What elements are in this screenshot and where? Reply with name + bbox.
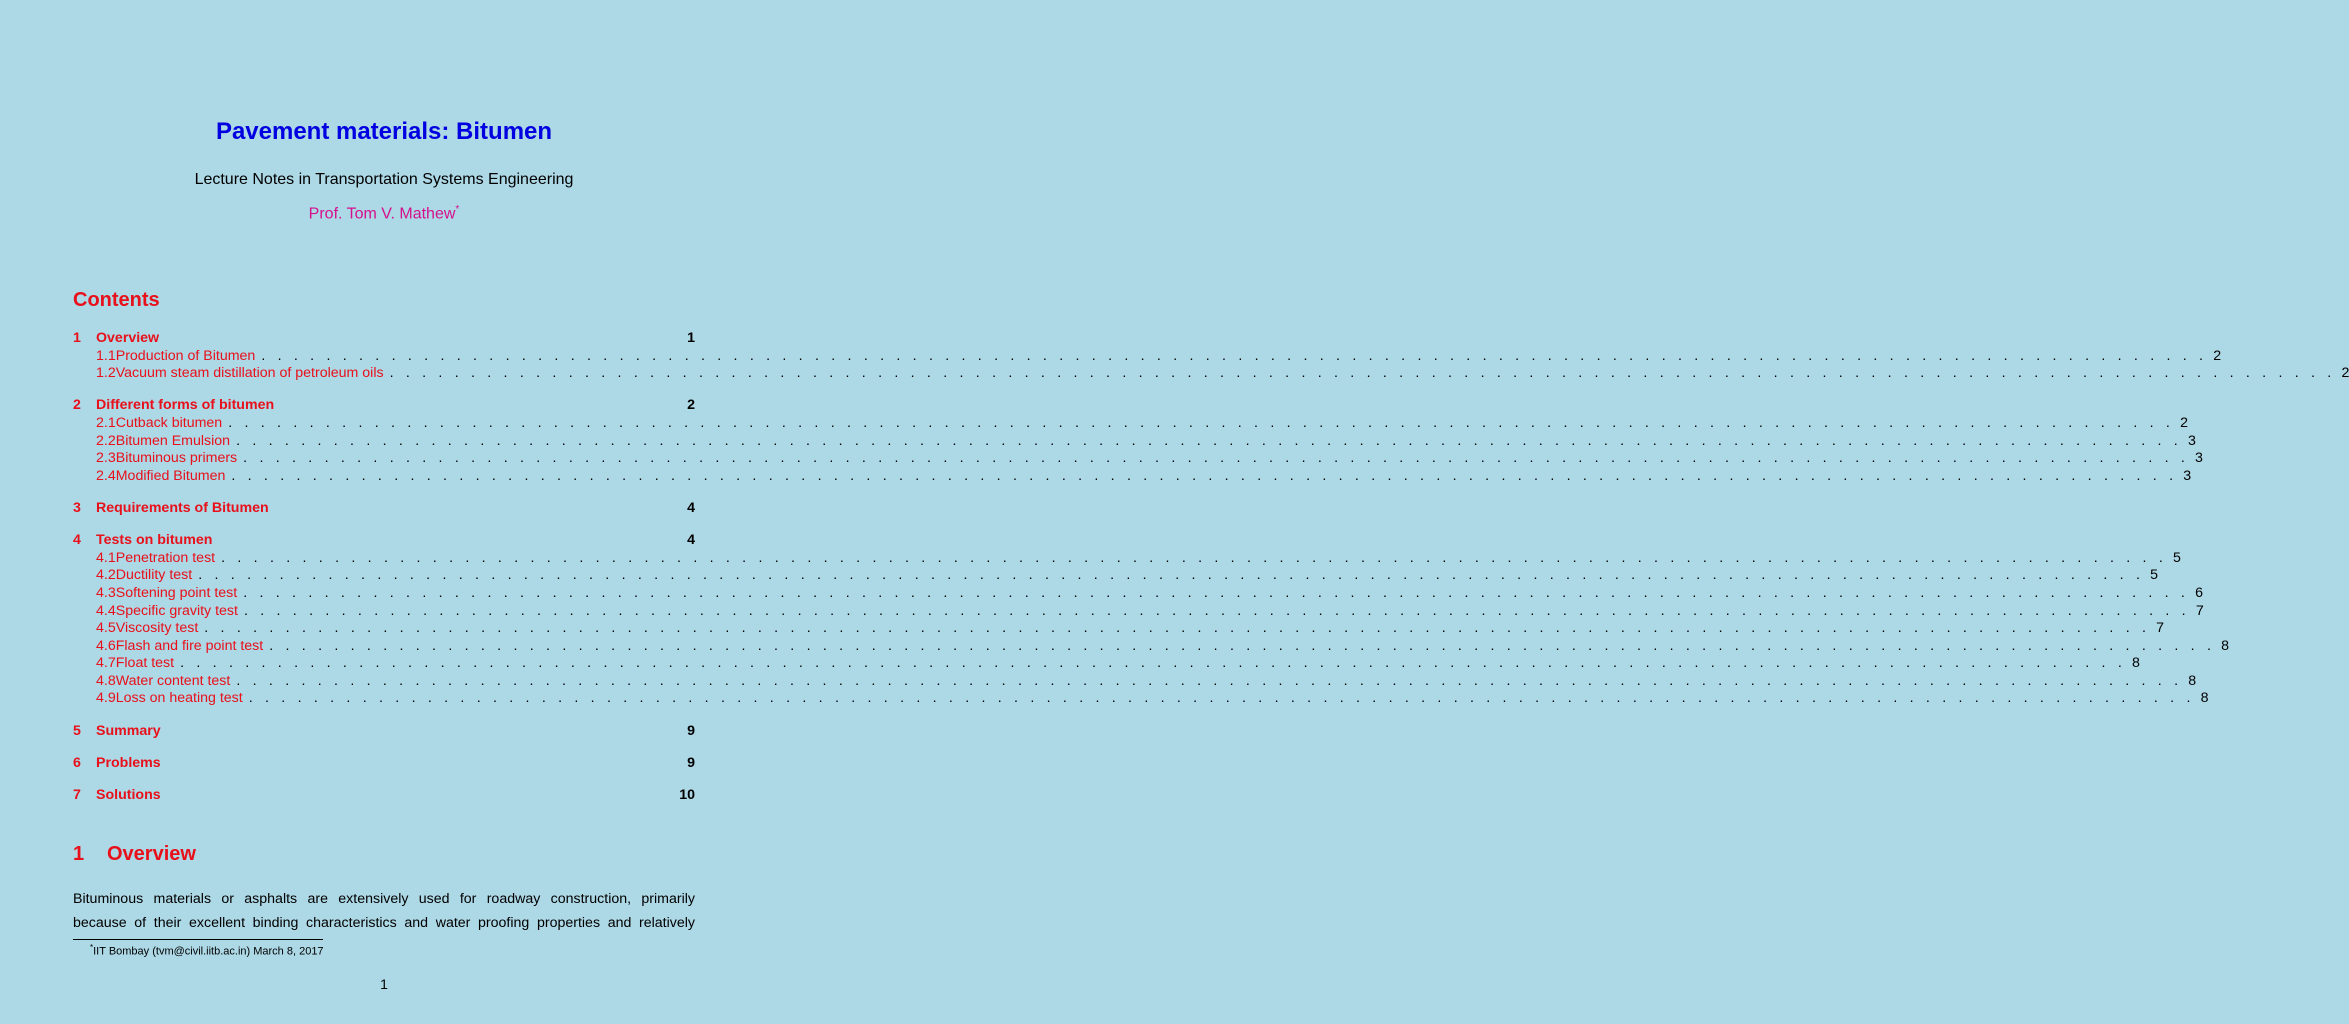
contents-heading: Contents: [73, 289, 160, 311]
toc-dot-leader: . . . . . . . . . . . . . . . . . . . . . . . . . . . . . . . . . . . . . . . . . . . . . . . . . . . . . . . . . . . . . . . . . . . . . . . . . . . . . . . . . . . . . . . . . . . . . . . . . . . . . . . . . . . . . . . . . . . . . . . .: [269, 637, 2216, 654]
toc-dot-leader: . . . . . . . . . . . . . . . . . . . . . . . . . . . . . . . . . . . . . . . . . . . . . . . . . . . . . . . . . . . . . . . . . . . . . . . . . . . . . . . . . . . . . . . . . . . . . . . . . . . . . . . . . . . . . . . . . . . . . . . .: [243, 602, 2190, 619]
toc-dot-leader: . . . . . . . . . . . . . . . . . . . . . . . . . . . . . . . . . . . . . . . . . . . . . . . . . . . . . . . . . . . . . . . . . . . . . . . . . . . . . . . . . . . . . . . . . . . . . . . . . . . . . . . . . . . . . . . . . . . . . . . .: [243, 584, 2190, 601]
toc-subsection-page: 6: [2195, 584, 2203, 601]
toc-subsection-number: 1.2: [96, 365, 116, 382]
toc-section-label[interactable]: Different forms of bitumen: [96, 397, 275, 414]
toc-subsection-number: 2.2: [96, 432, 116, 449]
toc-dot-leader: . . . . . . . . . . . . . . . . . . . . . . . . . . . . . . . . . . . . . . . . . . . . . . . . . . . . . . . . . . . . . . . . . . . . . . . . . . . . . . . . . . . . . . . . . . . . . . . . . . . . . . . . . . . . . . . . . . . . . . . .: [198, 567, 2145, 584]
toc-subsection-number: 4.4: [96, 602, 116, 619]
toc-section-entry[interactable]: [73, 330, 695, 348]
toc-subsection-entry[interactable]: [73, 467, 2192, 486]
toc-section-number: 2: [73, 397, 81, 414]
toc-subsection-page: 8: [2131, 655, 2140, 672]
toc-section-page: 2: [687, 397, 695, 414]
toc-section-page: 9: [687, 754, 695, 771]
toc-subsection-label[interactable]: Ductility test: [115, 567, 193, 584]
toc-subsection-number: 4.9: [96, 690, 116, 707]
toc-subsection-label[interactable]: Viscosity test: [115, 620, 199, 637]
toc-subsection-number: 4.3: [96, 584, 116, 601]
toc-section-number: 7: [73, 787, 81, 804]
document-author: [0, 204, 768, 223]
toc-section-page: 10: [679, 787, 695, 804]
body-paragraph: [73, 888, 695, 935]
toc-section-entry[interactable]: [73, 397, 695, 415]
toc-subsection-entry[interactable]: [73, 347, 2222, 366]
toc-section-label[interactable]: Overview: [96, 330, 160, 346]
toc-section-number: 6: [73, 754, 81, 771]
toc-section-entry[interactable]: [73, 500, 695, 518]
toc-subsection-number: 4.7: [96, 655, 116, 672]
section-heading: [73, 843, 196, 866]
toc-subsection-number: 4.2: [96, 567, 116, 584]
toc-section-number: 3: [73, 499, 81, 516]
toc-subsection-label[interactable]: Float test: [115, 655, 175, 672]
toc-subsection-number: 1.1: [96, 347, 116, 364]
toc-subsection-label[interactable]: Bituminous primers: [115, 450, 238, 467]
toc-subsection-label[interactable]: Bitumen Emulsion: [115, 432, 231, 449]
toc-subsection-page: 3: [2187, 432, 2196, 449]
toc-subsection-entry[interactable]: [73, 655, 2140, 673]
toc-subsection-label[interactable]: Flash and fire point test: [115, 637, 264, 654]
toc-subsection-label[interactable]: Softening point test: [115, 584, 238, 601]
footnote-divider: [73, 939, 323, 940]
toc-subsection-entry[interactable]: [73, 584, 2203, 603]
author-name: Prof. Tom V. Mathew: [308, 205, 456, 223]
toc-subsection-number: 4.1: [96, 549, 116, 566]
toc-section-entry[interactable]: [73, 532, 695, 550]
toc-section-page: 4: [687, 499, 695, 516]
toc-subsection-entry[interactable]: [73, 637, 2229, 656]
toc-subsection-entry[interactable]: [73, 690, 2209, 708]
toc-subsection-number: 2.4: [96, 467, 116, 484]
toc-subsection-label[interactable]: Cutback bitumen: [115, 414, 223, 431]
author-footnote-mark: *: [455, 204, 460, 215]
footnote: [90, 943, 324, 958]
toc-subsection-entry[interactable]: [73, 567, 2158, 585]
toc-subsection-number: 2.1: [96, 414, 116, 431]
toc-subsection-label[interactable]: Specific gravity test: [115, 602, 238, 619]
footnote-text: IIT Bombay (tvm@civil.iitb.ac.in) March 8, 2017: [93, 945, 324, 958]
toc-dot-leader: . . . . . . . . . . . . . . . . . . . . . . . . . . . . . . . . . . . . . . . . . . . . . . . . . . . . . . . . . . . . . . . . . . . . . . . . . . . . . . . . . . . . . . . . . . . . . . . . . . . . . . . . . . . . . . . . . . . . . . . .: [261, 347, 2208, 364]
toc-section-number: 5: [73, 722, 81, 739]
toc-subsection-label[interactable]: Loss on heating test: [115, 690, 243, 707]
toc-dot-leader: . . . . . . . . . . . . . . . . . . . . . . . . . . . . . . . . . . . . . . . . . . . . . . . . . . . . . . . . . . . . . . . . . . . . . . . . . . . . . . . . . . . . . . . . . . . . . . . . . . . . . . . . . . . . . . . . . . . . . . . .: [248, 690, 2195, 707]
toc-subsection-entry[interactable]: [73, 672, 2197, 691]
toc-section-entry[interactable]: [73, 723, 695, 741]
toc-section-label[interactable]: Solutions: [96, 787, 161, 804]
toc-subsection-page: 3: [2183, 467, 2192, 484]
toc-dot-leader: . . . . . . . . . . . . . . . . . . . . . . . . . . . . . . . . . . . . . . . . . . . . . . . . . . . . . . . . . . . . . . . . . . . . . . . . . . . . . . . . . . . . . . . . . . . . . . . . . . . . . . . . . . . . . . . . . . . . . . . .: [228, 414, 2175, 431]
toc-subsection-entry[interactable]: [73, 602, 2204, 621]
document-title: Pavement materials: Bitumen: [215, 118, 553, 145]
toc-section-entry[interactable]: [73, 787, 695, 805]
toc-section-number: 1: [73, 330, 81, 346]
toc-subsection-page: 2: [2341, 365, 2349, 382]
document-subtitle: Lecture Notes in Transportation Systems Engineering: [194, 171, 574, 188]
toc-dot-leader: . . . . . . . . . . . . . . . . . . . . . . . . . . . . . . . . . . . . . . . . . . . . . . . . . . . . . . . . . . . . . . . . . . . . . . . . . . . . . . . . . . . . . . . . . . . . . . . . . . . . . . . . . . . . . . . . . . . . . . . .: [236, 672, 2183, 689]
toc-subsection-entry[interactable]: [73, 620, 2165, 638]
toc-subsection-page: 8: [2188, 672, 2197, 689]
toc-section-label[interactable]: Summary: [96, 722, 161, 739]
toc-dot-leader: . . . . . . . . . . . . . . . . . . . . . . . . . . . . . . . . . . . . . . . . . . . . . . . . . . . . . . . . . . . . . . . . . . . . . . . . . . . . . . . . . . . . . . . . . . . . . . . . . . . . . . . . . . . . . . . . . . . . . . . .: [180, 655, 2126, 672]
toc-dot-leader: . . . . . . . . . . . . . . . . . . . . . . . . . . . . . . . . . . . . . . . . . . . . . . . . . . . . . . . . . . . . . . . . . . . . . . . . . . . . . . . . . . . . . . . . . . . . . . . . . . . . . . . . . . . . . . . . . . . . . . . .: [243, 450, 2190, 467]
toc-section-label[interactable]: Tests on bitumen: [96, 532, 213, 549]
toc-dot-leader: . . . . . . . . . . . . . . . . . . . . . . . . . . . . . . . . . . . . . . . . . . . . . . . . . . . . . . . . . . . . . . . . . . . . . . . . . . . . . . . . . . . . . . . . . . . . . . . . . . . . . . . . . . . . . . . . . . . . . . . .: [204, 620, 2151, 637]
toc-dot-leader: . . . . . . . . . . . . . . . . . . . . . . . . . . . . . . . . . . . . . . . . . . . . . . . . . . . . . . . . . . . . . . . . . . . . . . . . . . . . . . . . . . . . . . . . . . . . . . . . . . . . . . . . . . . . . . . . . . . . . . . .: [221, 549, 2167, 566]
section-number: 1: [73, 843, 85, 865]
toc-subsection-page: 7: [2156, 620, 2165, 637]
footnote-mark: *: [90, 943, 94, 952]
toc-subsection-number: 4.8: [96, 672, 116, 689]
toc-dot-leader: . . . . . . . . . . . . . . . . . . . . . . . . . . . . . . . . . . . . . . . . . . . . . . . . . . . . . . . . . . . . . . . . . . . . . . . . . . . . . . . . . . . . . . . . . . . . . . . . . . . . . . . . . . . . . . . . . . . . . . . .: [389, 365, 2336, 382]
toc-section-page: 9: [687, 722, 695, 739]
toc-subsection-page: 2: [2213, 347, 2222, 364]
toc-subsection-entry[interactable]: [73, 432, 2196, 451]
toc-subsection-page: 8: [2200, 690, 2209, 707]
page-number: 1: [380, 976, 388, 992]
toc-subsection-label[interactable]: Penetration test: [115, 549, 216, 566]
toc-subsection-page: 3: [2195, 450, 2203, 467]
toc-subsection-page: 5: [2173, 549, 2181, 566]
toc-subsection-number: 2.3: [96, 450, 116, 467]
toc-subsection-number: 4.5: [96, 620, 116, 637]
toc-section-number: 4: [73, 532, 81, 549]
toc-subsection-entry[interactable]: [73, 450, 2203, 468]
toc-subsection-page: 8: [2221, 637, 2229, 654]
toc-subsection-entry[interactable]: [73, 549, 2181, 568]
toc-subsection-number: 4.6: [96, 637, 116, 654]
toc-section-label[interactable]: Requirements of Bitumen: [96, 499, 269, 516]
toc-section-label[interactable]: Problems: [96, 754, 161, 771]
toc-dot-leader: . . . . . . . . . . . . . . . . . . . . . . . . . . . . . . . . . . . . . . . . . . . . . . . . . . . . . . . . . . . . . . . . . . . . . . . . . . . . . . . . . . . . . . . . . . . . . . . . . . . . . . . . . . . . . . . . . . . . . . . .: [231, 467, 2178, 484]
toc-section-entry[interactable]: [73, 755, 695, 773]
table-of-contents: [73, 330, 2349, 805]
toc-subsection-page: 7: [2195, 602, 2204, 619]
body-line: Bituminous materials or asphalts are extensively used for roadway construction, primarily: [73, 891, 695, 907]
toc-subsection-label[interactable]: Modified Bitumen: [115, 467, 226, 484]
toc-subsection-page: 2: [2180, 414, 2188, 431]
body-line: because of their excellent binding characteristics and water proofing properties and relatively: [73, 914, 695, 931]
toc-subsection-page: 5: [2150, 567, 2158, 584]
toc-subsection-label[interactable]: Vacuum steam distillation of petroleum oils: [115, 365, 384, 382]
toc-subsection-label[interactable]: Water content test: [115, 672, 231, 689]
toc-section-page: 4: [687, 532, 695, 549]
section-title: Overview: [107, 843, 196, 865]
toc-subsection-label[interactable]: Production of Bitumen: [115, 347, 256, 364]
toc-subsection-entry[interactable]: [73, 365, 2349, 383]
toc-section-page: 1: [687, 330, 695, 346]
toc-subsection-entry[interactable]: [73, 414, 2188, 433]
toc-dot-leader: . . . . . . . . . . . . . . . . . . . . . . . . . . . . . . . . . . . . . . . . . . . . . . . . . . . . . . . . . . . . . . . . . . . . . . . . . . . . . . . . . . . . . . . . . . . . . . . . . . . . . . . . . . . . . . . . . . . . . . . .: [236, 432, 2182, 449]
